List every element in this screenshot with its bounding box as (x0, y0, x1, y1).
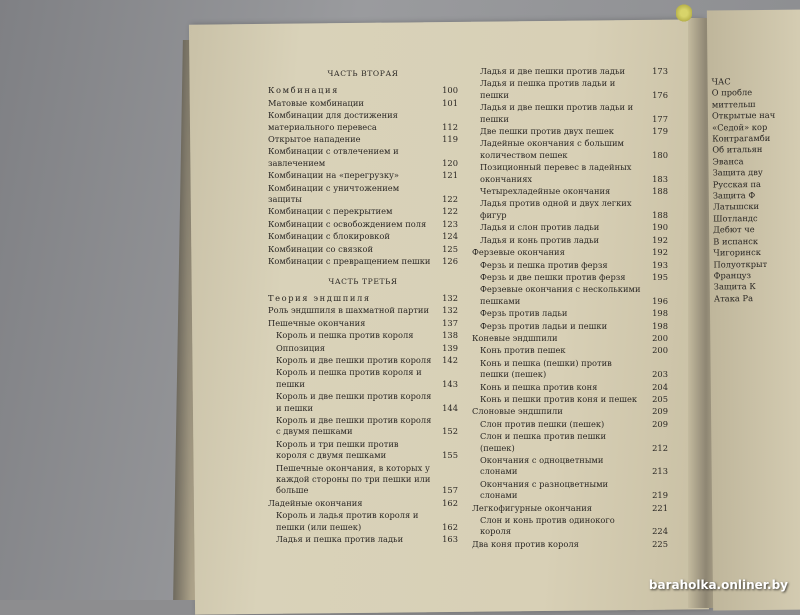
toc-entry-title: Король и две пешки против короля с двумя пешками (276, 414, 432, 437)
toc-entry-title: Окончания с одноцветными слонами (480, 455, 604, 477)
toc-entry-page: 143 (442, 378, 458, 389)
toc-entry (472, 321, 668, 332)
toc-entry-page: 213 (652, 466, 668, 477)
right-page-line: ЧАС (711, 76, 731, 87)
section-heading: ЧАСТЬ ВТОРАЯ (327, 69, 399, 78)
toc-entry-title: Король и пешка против короля и пешки (276, 367, 422, 389)
toc-entry (268, 343, 458, 354)
toc-entry-page: 180 (652, 149, 668, 160)
toc-entry (268, 498, 458, 509)
toc-entry-page: 121 (442, 170, 458, 181)
toc-entry-page: 157 (442, 485, 458, 496)
toc-entry-page: 195 (652, 271, 668, 282)
toc-entry (472, 222, 668, 233)
toc-entry-page: 119 (442, 134, 458, 145)
toc-entry-title: Конь и пешка (пешки) против пешки (пешек) (480, 357, 612, 380)
toc-left-column (268, 66, 458, 546)
toc-entry (472, 272, 668, 283)
toc-entry-title: Комбинации со связкой (268, 243, 373, 254)
toc-entry (472, 333, 668, 344)
right-page-line: Атака Ра (713, 292, 754, 304)
toc-entry-page: 196 (652, 295, 668, 306)
toc-entry-title: Теория эндшпиля (268, 292, 371, 303)
toc-entry (472, 382, 668, 393)
toc-entry-page: 205 (652, 393, 668, 404)
toc-entry (472, 539, 668, 550)
toc-entry-title: Две пешки против двух пешек (480, 126, 614, 137)
right-page-line: Защита К (713, 281, 756, 292)
toc-entry-page: 200 (652, 345, 668, 356)
book-page-right (707, 9, 800, 610)
toc-entry (472, 394, 668, 405)
toc-entry (268, 367, 458, 390)
toc-entry-title: Комбинация (268, 85, 339, 96)
right-page-line: Открытые нач (711, 110, 776, 121)
toc-entry-page: 144 (442, 402, 458, 413)
toc-entry-page: 209 (652, 406, 668, 417)
toc-entry (472, 431, 668, 454)
toc-entry-page: 177 (652, 113, 668, 124)
toc-entry-title: Оппозиция (276, 342, 326, 353)
toc-entry (472, 198, 668, 221)
bookmark-ribbon (676, 4, 692, 22)
toc-entry-title: Позиционный перевес в ладейных окончаниях (480, 162, 632, 184)
toc-entry-page: 162 (442, 521, 458, 532)
toc-entry (268, 244, 458, 255)
toc-entry-title: Два коня против короля (472, 538, 579, 549)
toc-entry-page: 132 (442, 292, 458, 303)
toc-entry-title: Слоновые эндшпили (472, 406, 563, 417)
right-page-line: Чигоринск (713, 247, 761, 258)
toc-entry-page: 122 (442, 194, 458, 205)
toc-entry-title: Легкофигурные окончания (472, 502, 593, 513)
right-page-line: О пробле (711, 87, 753, 98)
toc-entry-page: 142 (442, 354, 458, 365)
toc-entry-page: 132 (442, 305, 458, 316)
toc-entry-page: 209 (652, 418, 668, 429)
toc-entry (268, 219, 458, 230)
right-page-line: Француз (713, 269, 752, 281)
toc-entry-title: Комбинации для достижения материального перевеса (268, 110, 398, 132)
right-page-line: Об итальян (712, 144, 763, 155)
right-page-line: Русская па (712, 178, 761, 190)
toc-entry-page: 225 (652, 538, 668, 549)
toc-entry-page: 173 (652, 66, 668, 76)
toc-entry-title: Роль эндшпиля в шахматной партии (268, 305, 429, 316)
right-page-line: Латышски (712, 201, 760, 212)
toc-entry-title: Король и три пешки против короля с двумя пешками (276, 438, 399, 461)
toc-entry (472, 406, 668, 417)
toc-entry-page: 176 (652, 89, 668, 100)
toc-entry-page: 221 (652, 502, 668, 513)
toc-entry (268, 134, 458, 145)
toc-entry-title: Комбинации с уничтожением защиты (268, 182, 400, 205)
toc-entry-title: Ферзь и две пешки против ферзя (480, 271, 626, 282)
toc-entry (268, 415, 458, 438)
toc-entry-title: Ладья и слон против ладьи (480, 222, 600, 233)
toc-entry-title: Коневые эндшпили (472, 332, 558, 343)
toc-entry (472, 419, 668, 430)
right-page-line: Эванса (712, 156, 744, 167)
toc-entry-title: Четырехладейные окончания (480, 186, 611, 197)
toc-entry (268, 183, 458, 206)
toc-entry-page: 163 (442, 534, 458, 545)
toc-entry-title: Ферзь против ладьи и пешки (480, 320, 608, 331)
toc-entry-page: 137 (442, 317, 458, 328)
toc-entry (268, 293, 458, 304)
toc-entry-title: Слон и конь против одинокого короля (480, 515, 615, 537)
toc-entry-page: 112 (442, 121, 458, 132)
toc-entry (268, 206, 458, 217)
right-page-line: В испанск (713, 235, 759, 247)
toc-entry-title: Ладейные окончания (268, 497, 363, 508)
toc-entry (268, 534, 458, 545)
right-page-line: Защита дву (712, 167, 763, 178)
toc-entry-page: 123 (442, 218, 458, 229)
toc-entry-page: 198 (652, 320, 668, 331)
toc-entry-page: 120 (442, 157, 458, 168)
toc-entry-page: 183 (652, 173, 668, 184)
toc-entry-title: Матовые комбинации (268, 97, 364, 108)
toc-entry (472, 260, 668, 271)
toc-entry-title: Слон против пешки (пешек) (480, 418, 605, 429)
right-page-line: Контрагамби (712, 132, 771, 144)
toc-entry (472, 102, 668, 125)
right-page-line: Защита Ф (712, 190, 756, 201)
toc-entry-page: 100 (442, 85, 458, 96)
toc-entry-page: 179 (652, 126, 668, 137)
toc-entry (268, 510, 458, 533)
toc-entry (268, 391, 458, 414)
toc-entry-title: Открытое нападение (268, 134, 361, 145)
toc-entry-page: 101 (442, 97, 458, 108)
toc-entry (268, 330, 458, 341)
right-page-line: миттельш (711, 98, 756, 110)
toc-entry (268, 98, 458, 109)
toc-entry-page: 126 (442, 256, 458, 267)
toc-entry-page: 193 (652, 259, 668, 270)
right-page-line: Полуоткрыт (713, 258, 768, 269)
toc-entry (268, 305, 458, 316)
toc-entry (472, 235, 668, 246)
toc-entry-title: Ферзь против ладьи (480, 308, 568, 319)
toc-entry-title: Конь и пешка против коня (480, 381, 598, 392)
toc-entry-title: Ладья и две пешки против ладьи (480, 66, 626, 76)
toc-entry (268, 355, 458, 366)
toc-entry-page: 162 (442, 497, 458, 508)
toc-entry (472, 284, 668, 307)
toc-entry-title: Король и две пешки против короля и пешки (276, 391, 432, 413)
toc-entry-page: 124 (442, 231, 458, 242)
toc-entry-title: Ладья против одной и двух легких фигур (480, 198, 632, 220)
toc-entry (472, 479, 668, 502)
toc-entry-page: 200 (652, 332, 668, 343)
toc-entry (268, 439, 458, 462)
toc-entry (268, 231, 458, 242)
section-heading: ЧАСТЬ ТРЕТЬЯ (328, 276, 398, 286)
toc-entry-title: Комбинации с отвлечением и завлечением (268, 146, 399, 168)
toc-entry-page: 198 (652, 308, 668, 319)
toc-entry (268, 256, 458, 267)
toc-entry (472, 503, 668, 514)
toc-entry-title: Ладья и пешка против ладьи и пешки (480, 78, 616, 100)
toc-entry (472, 186, 668, 197)
toc-entry-title: Король и ладья против короля и пешки (или пешек) (276, 510, 419, 532)
toc-entry-page: 139 (442, 342, 458, 353)
toc-entry-title: Комбинации на «перегрузку» (268, 170, 399, 181)
toc-middle-column (472, 66, 668, 551)
toc-entry (268, 85, 458, 96)
right-page-text (712, 75, 800, 304)
toc-entry-page: 203 (652, 369, 668, 380)
toc-entry-page: 125 (442, 243, 458, 254)
toc-entry-title: Ладья и пешка против ладьи (276, 534, 404, 545)
toc-entry-page: 188 (652, 209, 668, 220)
toc-entry (472, 455, 668, 478)
right-page-line: «Седой» кор (712, 121, 768, 133)
toc-entry (268, 146, 458, 169)
toc-entry-title: Пешечные окончания (268, 317, 366, 328)
toc-entry (472, 78, 668, 101)
toc-entry-page: 212 (652, 442, 668, 453)
toc-entry-title: Король и две пешки против короля (276, 354, 432, 365)
toc-entry-title: Окончания с разноцветными слонами (480, 478, 609, 501)
toc-entry (268, 170, 458, 181)
toc-entry-title: Ладья и две пешки против ладьи и пешки (480, 102, 634, 124)
toc-entry (472, 126, 668, 137)
toc-entry (472, 358, 668, 381)
toc-entry-title: Комбинации с перекрытием (268, 206, 393, 217)
right-page-line: Шотландс (712, 212, 758, 224)
toc-entry (268, 463, 458, 497)
toc-entry-page: 190 (652, 222, 668, 233)
toc-entry-title: Конь и пешки против коня и пешек (480, 393, 638, 404)
toc-entry (472, 515, 668, 538)
toc-entry (472, 138, 668, 161)
toc-entry-page: 219 (652, 490, 668, 501)
toc-entry-title: Ферзь и пешка против ферзя (480, 259, 608, 270)
toc-entry-title: Король и пешка против короля (276, 330, 414, 341)
toc-entry-title: Ладья и конь против ладьи (480, 234, 600, 245)
toc-entry-page: 204 (652, 381, 668, 392)
toc-entry (472, 308, 668, 319)
toc-entry (472, 247, 668, 258)
watermark: baraholka.onliner.by (648, 578, 788, 592)
toc-entry-page: 152 (442, 426, 458, 437)
toc-entry-title: Слон и пешка против пешки (пешек) (480, 431, 607, 453)
toc-entry-page: 122 (442, 206, 458, 217)
toc-entry-page: 192 (652, 234, 668, 245)
toc-entry-page: 138 (442, 330, 458, 341)
toc-entry (472, 345, 668, 356)
toc-entry (472, 66, 668, 77)
toc-entry (268, 318, 458, 329)
toc-entry-title: Ладейные окончания с большим количеством пешек (480, 138, 624, 160)
toc-entry-title: Конь против пешек (480, 345, 566, 356)
toc-entry-page: 188 (652, 186, 668, 197)
toc-entry-page: 224 (652, 526, 668, 537)
toc-entry-title: Комбинации с блокировкой (268, 231, 390, 242)
toc-entry-title: Комбинации с освобождением поля (268, 218, 427, 229)
toc-entry (268, 110, 458, 133)
toc-entry-title: Ферзевые окончания (472, 247, 565, 258)
right-page-line: Дебют че (713, 224, 755, 235)
toc-entry (472, 162, 668, 185)
toc-entry-title: Ферзевые окончания с несколькими пешками (480, 284, 641, 306)
toc-entry-title: Комбинации с превращением пешки (268, 256, 431, 267)
toc-entry-page: 192 (652, 247, 668, 258)
toc-entry-page: 155 (442, 450, 458, 461)
toc-entry-title: Пешечные окончания, в которых у каждой стороны по три пешки или больше (276, 462, 431, 496)
